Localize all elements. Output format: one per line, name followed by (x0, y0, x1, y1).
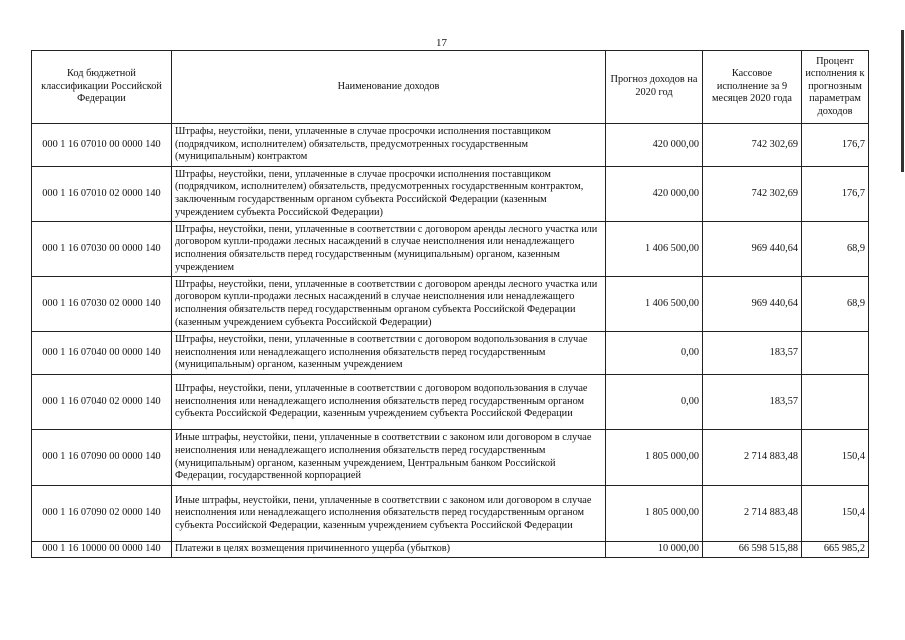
cell-forecast: 10 000,00 (606, 542, 703, 558)
cell-percent: 68,9 (802, 277, 869, 332)
table-row (32, 375, 869, 430)
cell-name: Штрафы, неустойки, пени, уплаченные в соответствии с договором аренды лесного участка или договором купли-продажи лесных насаждений в случае неисполнения или ненадлежащего исполнения обязательств перед государственным (муниципальным) органом, казенным учреждением (172, 222, 606, 277)
table-header-row (32, 51, 869, 124)
cell-forecast: 420 000,00 (606, 167, 703, 222)
page-number: 17 (436, 37, 447, 49)
cell-actual: 183,57 (703, 332, 802, 375)
cell-actual: 183,57 (703, 375, 802, 430)
header-actual: Кассовое исполнение за 9 месяцев 2020 года (703, 51, 802, 124)
cell-actual: 66 598 515,88 (703, 542, 802, 558)
cell-code: 000 1 16 07010 02 0000 140 (32, 167, 172, 222)
header-percent: Процент исполнения к прогнозным параметрам доходов (802, 51, 869, 124)
cell-percent: 176,7 (802, 124, 869, 167)
cell-percent: 665 985,2 (802, 542, 869, 558)
cell-name: Иные штрафы, неустойки, пени, уплаченные в соответствии с законом или договором в случае неисполнения или ненадлежащего исполнения обязательств перед государственным (муниципальным) органом, казенным учреждением, Центральным банком Российской Федерации, государственной корпорацией (172, 430, 606, 486)
cell-name: Иные штрафы, неустойки, пени, уплаченные в соответствии с законом или договором в случае неисполнения или ненадлежащего исполнения обязательств перед государственным органом субъекта Российской Федерации, казенным учреждением субъекта Российской Федерации (172, 486, 606, 542)
cell-percent: 176,7 (802, 167, 869, 222)
cell-actual: 2 714 883,48 (703, 430, 802, 486)
header-forecast: Прогноз доходов на 2020 год (606, 51, 703, 124)
budget-revenue-table (31, 50, 869, 558)
cell-percent: 68,9 (802, 222, 869, 277)
cell-code: 000 1 16 10000 00 0000 140 (32, 542, 172, 558)
table-row (32, 430, 869, 486)
cell-name: Штрафы, неустойки, пени, уплаченные в случае просрочки исполнения поставщиком (подрядчиком, исполнителем) обязательств, предусмотренных государственным (муниципальным) контрактом (172, 124, 606, 167)
cell-percent: 150,4 (802, 486, 869, 542)
cell-percent: 150,4 (802, 430, 869, 486)
table-row (32, 332, 869, 375)
cell-code: 000 1 16 07090 02 0000 140 (32, 486, 172, 542)
header-code: Код бюджетной классификации Российской Федерации (32, 51, 172, 124)
cell-forecast: 0,00 (606, 332, 703, 375)
cell-percent (802, 332, 869, 375)
table-row (32, 124, 869, 167)
cell-forecast: 1 406 500,00 (606, 277, 703, 332)
cell-percent (802, 375, 869, 430)
table-row (32, 542, 869, 558)
cell-forecast: 0,00 (606, 375, 703, 430)
cell-code: 000 1 16 07040 00 0000 140 (32, 332, 172, 375)
cell-name: Штрафы, неустойки, пени, уплаченные в случае просрочки исполнения поставщиком (подрядчиком, исполнителем) обязательств, предусмотренных государственным контрактом, заключенным государственным органом субъекта Российской Федерации (казенным учреждением субъекта Российской Федерации) (172, 167, 606, 222)
table-row (32, 167, 869, 222)
cell-actual: 2 714 883,48 (703, 486, 802, 542)
cell-actual: 742 302,69 (703, 167, 802, 222)
cell-name: Штрафы, неустойки, пени, уплаченные в соответствии с договором водопользования в случае неисполнения или ненадлежащего исполнения обязательств перед государственным (муниципальным) органом, казенным учреждением (172, 332, 606, 375)
cell-code: 000 1 16 07010 00 0000 140 (32, 124, 172, 167)
page-edge-bar (901, 30, 904, 172)
cell-actual: 742 302,69 (703, 124, 802, 167)
cell-code: 000 1 16 07030 02 0000 140 (32, 277, 172, 332)
cell-forecast: 1 805 000,00 (606, 486, 703, 542)
cell-name: Штрафы, неустойки, пени, уплаченные в соответствии с договором аренды лесного участка или договором купли-продажи лесных насаждений в случае неисполнения или ненадлежащего исполнения обязательств перед государственным органом субъекта Российской Федерации (казенным учреждением субъекта Российской Федерации) (172, 277, 606, 332)
cell-name: Штрафы, неустойки, пени, уплаченные в соответствии с договором водопользования в случае неисполнения или ненадлежащего исполнения обязательств перед государственным органом субъекта Российской Федерации, казенным учреждением субъекта Российской Федерации (172, 375, 606, 430)
table-row (32, 277, 869, 332)
cell-forecast: 1 805 000,00 (606, 430, 703, 486)
cell-name: Платежи в целях возмещения причиненного ущерба (убытков) (172, 542, 606, 558)
cell-forecast: 1 406 500,00 (606, 222, 703, 277)
header-name: Наименование доходов (172, 51, 606, 124)
cell-actual: 969 440,64 (703, 277, 802, 332)
cell-code: 000 1 16 07030 00 0000 140 (32, 222, 172, 277)
table-row (32, 486, 869, 542)
cell-forecast: 420 000,00 (606, 124, 703, 167)
cell-code: 000 1 16 07090 00 0000 140 (32, 430, 172, 486)
cell-code: 000 1 16 07040 02 0000 140 (32, 375, 172, 430)
table-row (32, 222, 869, 277)
cell-actual: 969 440,64 (703, 222, 802, 277)
